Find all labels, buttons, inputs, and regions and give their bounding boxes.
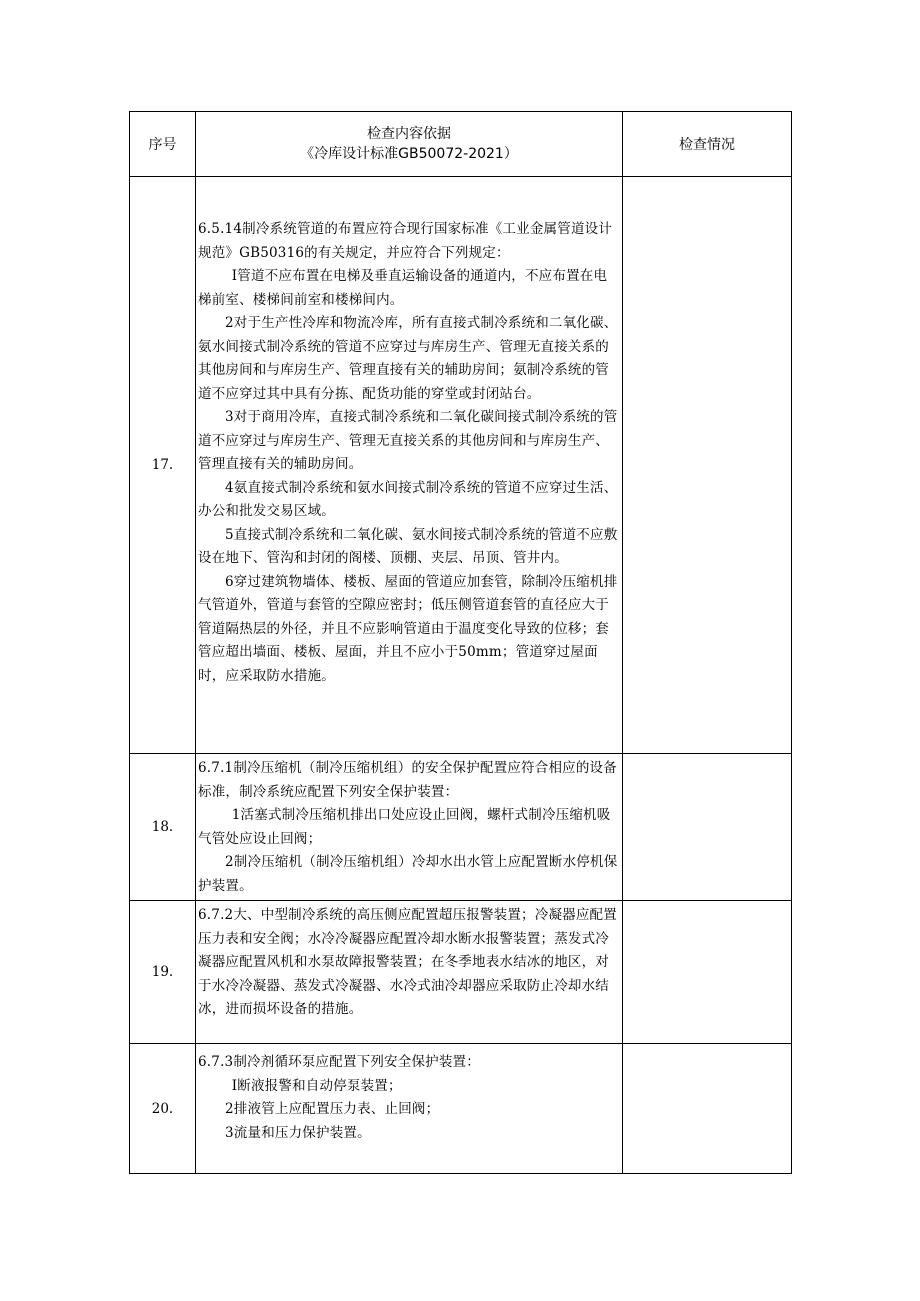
clause-text: 6.5.14制冷系统管道的布置应符合现行国家标准《工业金属管道设计规范》GB50316的有关规定，并应符合下列规定： <box>198 221 613 261</box>
clause-text: 6.7.1制冷压缩机（制冷压缩机组）的安全保护配置应符合相应的设备标准，制冷系统应配置下列安全保护装置： <box>198 760 617 800</box>
table-header-row <box>130 112 792 177</box>
row-content <box>196 1044 623 1174</box>
header-content-standard: 《冷库设计标准GB50072-2021） <box>300 146 518 162</box>
row-number: 18. <box>130 754 196 901</box>
clause-item: 1活塞式制冷压缩机排出口处应设止回阀，螺杆式制冷压缩机吸气管处应设止回阀； <box>198 807 611 847</box>
inspection-table-page <box>129 111 791 1174</box>
clause-item: 6穿过建筑物墙体、楼板、屋面的管道应加套管，除制冷压缩机排气管道外，管道与套管的空隙应密封；低压侧管道套管的直径应大于管道隔热层的外径，并且不应影响管道由于温度变化导致的位移；套管应超出墙面、楼板、屋面，并且不应小于50mm；管道穿过屋面时，应采取防水措施。 <box>198 573 618 684</box>
clause-text: 6.7.2大、中型制冷系统的高压侧应配置超压报警装置；冷凝器应配置压力表和安全阀；水冷冷凝器应配置冷却水断水报警装置；蒸发式冷凝器应配置风机和水泵故障报警装置；在冬季地表水结冰的地区，对于水冷冷凝器、蒸发式冷凝器、水冷式油冷却器应采取防止冷却水结冰，进而损坏设备的措施。 <box>198 907 617 1017</box>
row-result-cell[interactable] <box>623 901 792 1044</box>
clause-item: 3流量和压力保护装置。 <box>225 1124 371 1141</box>
row-number: 20. <box>130 1044 196 1174</box>
header-serial-number: 序号 <box>130 112 196 177</box>
table-row <box>130 901 792 1044</box>
row-result-cell[interactable] <box>623 1044 792 1174</box>
header-inspection-result: 检查情况 <box>623 112 792 177</box>
clause-item: 3对于商用冷库，直接式制冷系统和二氧化碳间接式制冷系统的管道不应穿过与库房生产、管理无直接关系的其他房间和与库房生产、管理直接有关的辅助房间。 <box>198 409 618 472</box>
header-inspection-content <box>196 112 623 177</box>
clause-item: 2排液管上应配置压力表、止回阀； <box>225 1101 440 1117</box>
clause-text: 6.7.3制冷剂循环泵应配置下列安全保护装置： <box>198 1054 480 1070</box>
table-row <box>130 754 792 901</box>
header-content-title: 检查内容依据 <box>367 126 451 142</box>
clause-item: 5直接式制冷系统和二氧化碳、氨水间接式制冷系统的管道不应敷设在地下、管沟和封闭的阁楼、顶棚、夹层、吊顶、管井内。 <box>198 526 618 566</box>
clause-item: 4氨直接式制冷系统和氨水间接式制冷系统的管道不应穿过生活、办公和批发交易区域。 <box>198 479 618 519</box>
row-number: 19. <box>130 901 196 1044</box>
table-row <box>130 1044 792 1174</box>
clause-item: I断液报警和自动停泵装置； <box>231 1077 402 1094</box>
inspection-table <box>129 111 792 1174</box>
row-content <box>196 901 623 1044</box>
row-number: 17. <box>130 177 196 754</box>
row-content <box>196 754 623 901</box>
clause-item: I管道不应布置在电梯及垂直运输设备的通道内，不应布置在电梯前室、楼梯间前室和楼梯间内。 <box>198 268 608 308</box>
clause-item: 2对于生产性冷库和物流冷库，所有直接式制冷系统和二氧化碳、氨水间接式制冷系统的管道不应穿过与库房生产、管理无直接关系的其他房间和与库房生产、管理直接有关的辅助房间；氨制冷系统的管道不应穿过其中具有分拣、配货功能的穿堂或封闭站台。 <box>198 315 618 402</box>
row-content <box>196 177 623 754</box>
table-row <box>130 177 792 754</box>
row-result-cell[interactable] <box>623 754 792 901</box>
clause-item: 2制冷压缩机（制冷压缩机组）冷却水出水管上应配置断水停机保护装置。 <box>198 854 618 894</box>
row-result-cell[interactable] <box>623 177 792 754</box>
